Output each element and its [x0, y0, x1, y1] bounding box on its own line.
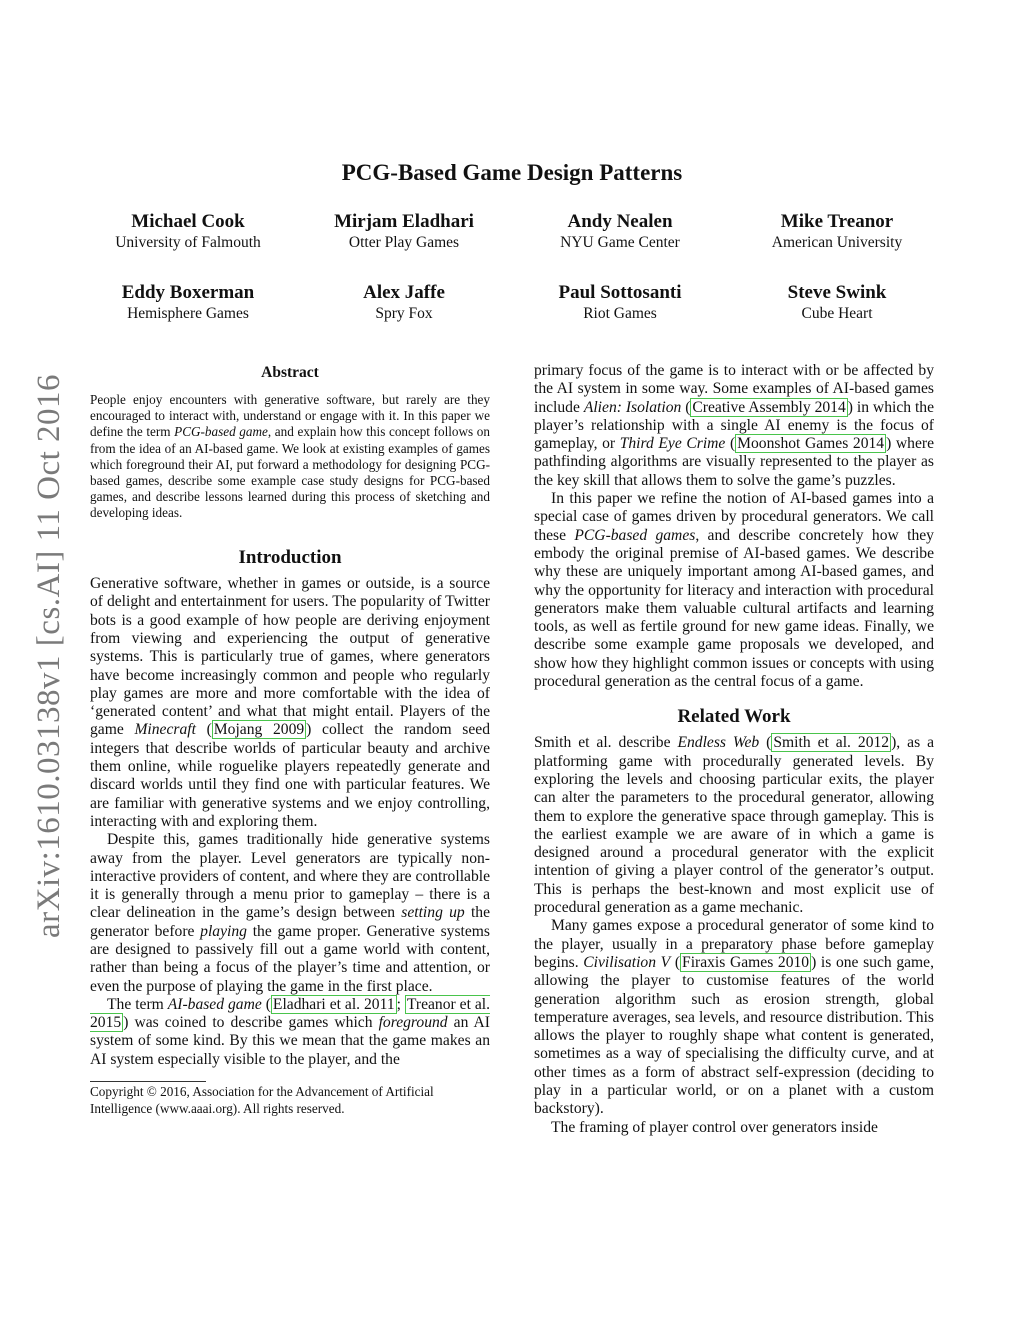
citation-link[interactable]: Creative Assembly 2014: [692, 398, 846, 416]
author-affiliation: American University: [771, 234, 903, 251]
citation-link[interactable]: Firaxis Games 2010: [682, 953, 810, 971]
author-name: Alex Jaffe: [363, 282, 445, 303]
paper-title: PCG-Based Game Design Patterns: [341, 160, 683, 185]
citation-link[interactable]: Mojang 2009: [213, 721, 305, 739]
related-work-paragraph: Many games expose a procedural generator of some kind to the player, usually in a preparatory phase before gameplay begins. Civilisation V ( Firaxis Games 2010 ) is one such game, allowing the player to customise features of the world generation algorithm such as erosion strength, global temperature averages, sea levels, and resource distribution. This allows the player to roughly shape what content is generated, sometimes as a way of specialising the difficulty curve, and at other times as a form of abstract self-expression (deciding to play in a particular world, or on a planet with a custom backstory).: [534, 917, 934, 1118]
copyright-notice: Copyright © 2016, Association for the Advancement of Artificial Intelligence (www.aaai.org). All rights reserved.: [90, 1084, 434, 1116]
author-name: Andy Nealen: [567, 211, 673, 232]
author-affiliation: Cube Heart: [801, 305, 873, 322]
author-name: Mike Treanor: [780, 211, 894, 232]
citation-link[interactable]: Eladhari et al. 2011: [272, 995, 395, 1013]
author-name: Michael Cook: [131, 211, 245, 232]
author-block: [68, 282, 308, 323]
author-name: Paul Sottosanti: [558, 282, 682, 303]
introduction-paragraph: Despite this, games traditionally hide generative systems away from the player. Level generators are typically non-interactive providers of content, and where they are controllable it is generally through a menu prior to gameplay – there is a clear delineation in the game’s design between setting up the generator before playing the game proper. Generative systems are designed to passively fill out a game world with content, rather than being a focus of the player’s time and attention, or even the purpose of playing the game in the first place.: [90, 831, 490, 995]
right-column: [534, 362, 934, 1137]
author-block: [717, 282, 957, 323]
introduction-paragraph: The term AI-based game ( Eladhari et al. 2011 ; Treanor et al. 2015 ) was coined to describe games which foreground an AI system of some kind. By this we mean that the game makes an AI system especially visible to the player, and the: [90, 995, 491, 1068]
author-affiliation: Riot Games: [583, 305, 657, 322]
author-block: [284, 211, 524, 252]
author-affiliation: University of Falmouth: [115, 234, 261, 251]
introduction-paragraph: Generative software, whether in games or outside, is a source of delight and entertainment for users. The popularity of Twitter bots is a good example of how people are deriving enjoyment from viewing and experiencing the output of generative systems. This is particularly true of games, where generators have become increasingly common and people who regularly play games are more and more comfortable with the idea of ‘generated content’ and what that might entail. Players of the game Minecraft ( Mojang 2009 ) collect the random seed integers that describe worlds of particular beauty and archive them online, while roguelike players repeatedly generate and discard worlds until they find one with particular features. We are familiar with generative systems and we enjoy controlling, interacting with and exploring them.: [90, 575, 490, 830]
body-paragraph: primary focus of the game is to interact with or be affected by the AI system in some way. Some examples of AI-based games include Alien: Isolation ( Creative Assembly 2014 ) in which the player’s relationship with a single AI enemy is the focus of gameplay, or Third Eye Crime ( Moonshot Games 2014 ) where pathfinding algorithms are visually represented to the player as the key skill that allows them to solve the game’s puzzles.: [534, 362, 935, 489]
left-column: [90, 362, 490, 1117]
author-affiliation: Spry Fox: [375, 305, 433, 322]
citation-link[interactable]: Moonshot Games 2014: [737, 435, 885, 453]
citation-link[interactable]: Treanor et al. 2015: [90, 995, 491, 1032]
author-name: Eddy Boxerman: [121, 282, 255, 303]
body-paragraph: In this paper we refine the notion of AI-based games into a special case of games driven by procedural generators. We call these PCG-based games, and describe concretely how they embody the original premise of AI-based games. We describe why these are uniquely important among AI-based games, and why the opportunity for literacy and interaction with procedural generators make them valuable cultural artifacts and learning tools, as well as fertile ground for new game ideas. Finally, we describe some example game proposals we developed, and show how they highlight common issues or concepts with using procedural generation as the central focus of a game.: [534, 490, 934, 691]
author-block: [717, 211, 957, 252]
citation-link[interactable]: Smith et al. 2012: [773, 734, 890, 752]
author-block: [500, 211, 740, 252]
author-affiliation: Otter Play Games: [348, 234, 460, 251]
author-block: [500, 282, 740, 323]
introduction-heading: Introduction: [238, 547, 342, 569]
related-work-paragraph: Smith et al. describe Endless Web ( Smith et al. 2012 ), as a platforming game with procedurally generated levels. By exploring the levels and choosing particular exits, the player can alter the parameters to the procedural generator, allowing them to explore the generative space through gameplay. This is the earliest example we are aware of in which a game is designed around a procedural generator with the explicit intention of giving a player control of the generator’s output. This is perhaps the best-known and most explicit use of procedural generation as a game mechanic.: [534, 734, 935, 917]
author-name: Steve Swink: [787, 282, 887, 303]
author-name: Mirjam Eladhari: [334, 211, 474, 232]
author-block: [68, 211, 308, 252]
related-work-paragraph: The framing of player control over generators inside: [551, 1118, 878, 1136]
arxiv-identifier: arXiv:1610.03138v1 [cs.AI] 11 Oct 2016: [31, 374, 67, 939]
author-affiliation: Hemisphere Games: [127, 305, 249, 322]
author-affiliation: NYU Game Center: [560, 234, 680, 251]
author-block: [284, 282, 524, 323]
related-work-heading: Related Work: [677, 706, 791, 728]
abstract-heading: Abstract: [261, 364, 319, 381]
abstract-text: People enjoy encounters with generative software, but rarely are they encouraged to interact with, understand or engage with it. In this paper we define the term PCG-based game, and explain how this concept follows on from the idea of an AI-based game. We look at existing examples of games which foreground their AI, put forward a methodology for designing PCG-based games, describe some example case study designs for PCG-based games, and describe lessons learned during this process of sketching and developing ideas.: [90, 392, 490, 520]
